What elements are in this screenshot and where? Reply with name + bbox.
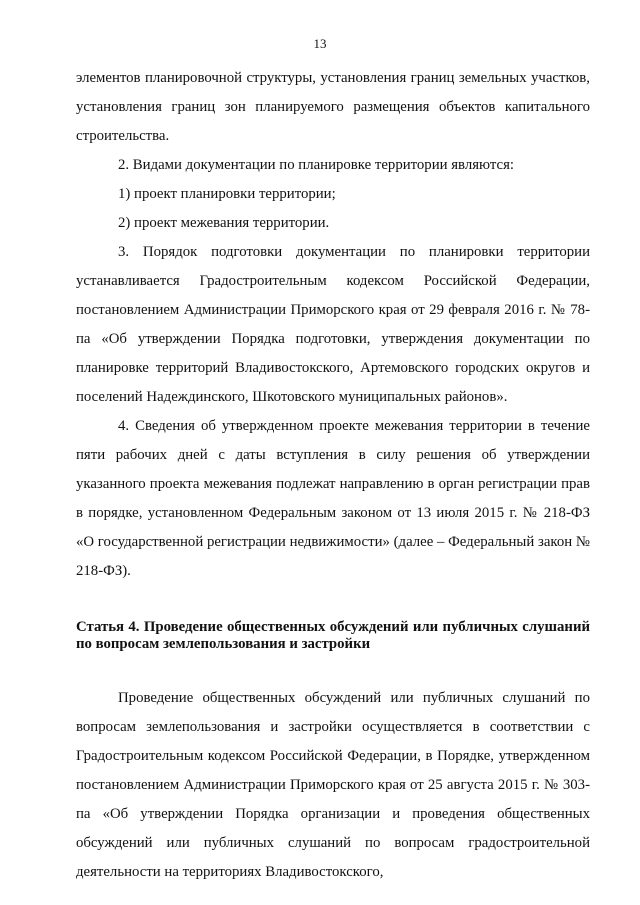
- article-heading: Статья 4. Проведение общественных обсуждений или публичных слушаний по вопросам землепользования и застройки: [76, 619, 590, 652]
- page-number: 13: [313, 36, 327, 51]
- spacer: [76, 653, 590, 684]
- paragraph-4-registration-info: 4. Сведения об утвержденном проекте межевания территории в течение пяти рабочих дней с даты вступления в силу решения об утверждении указанного проекта межевания подлежат направлению в орган регистрации прав в порядке, установленном Федеральным законом от 13 июля 2015 г. № 218-ФЗ «О государственной регистрации недвижимости» (далее – Федеральный закон № 218-ФЗ).: [76, 418, 590, 579]
- paragraph-3-preparation-procedure: 3. Порядок подготовки документации по планировки территории устанавливается Градостроительным кодексом Российской Федерации, постановлением Администрации Приморского края от 29 февраля 2016 г. № 78-па «Об утверждении Порядка подготовки, утверждения документации по планировке территорий Владивостокского, Артемовского городских округов и поселений Надеждинского, Шкотовского муниципальных районов».: [76, 244, 590, 405]
- paragraph-public-hearings: Проведение общественных обсуждений или публичных слушаний по вопросам землепользования и застройки осуществляется в соответствии с Градостроительным кодексом Российской Федерации, в Порядке, утвержденном постановлением Администрации Приморского края от 25 августа 2015 г. № 303-па «Об утверждении Порядка организации и проведения общественных обсуждений или публичных слушаний по вопросам градостроительной деятельности на территориях Владивостокского,: [76, 690, 590, 880]
- spacer: [76, 586, 590, 619]
- list-item-surveying-project: 2) проект межевания территории.: [118, 215, 330, 231]
- list-item-planning-project: 1) проект планировки территории;: [118, 186, 336, 202]
- document-body: [76, 64, 590, 887]
- paragraph-continuation: элементов планировочной структуры, установления границ земельных участков, установления границ зон планируемого размещения объектов капитального строительства.: [76, 70, 590, 144]
- paragraph-2-documentation-types: 2. Видами документации по планировке территории являются:: [118, 157, 515, 173]
